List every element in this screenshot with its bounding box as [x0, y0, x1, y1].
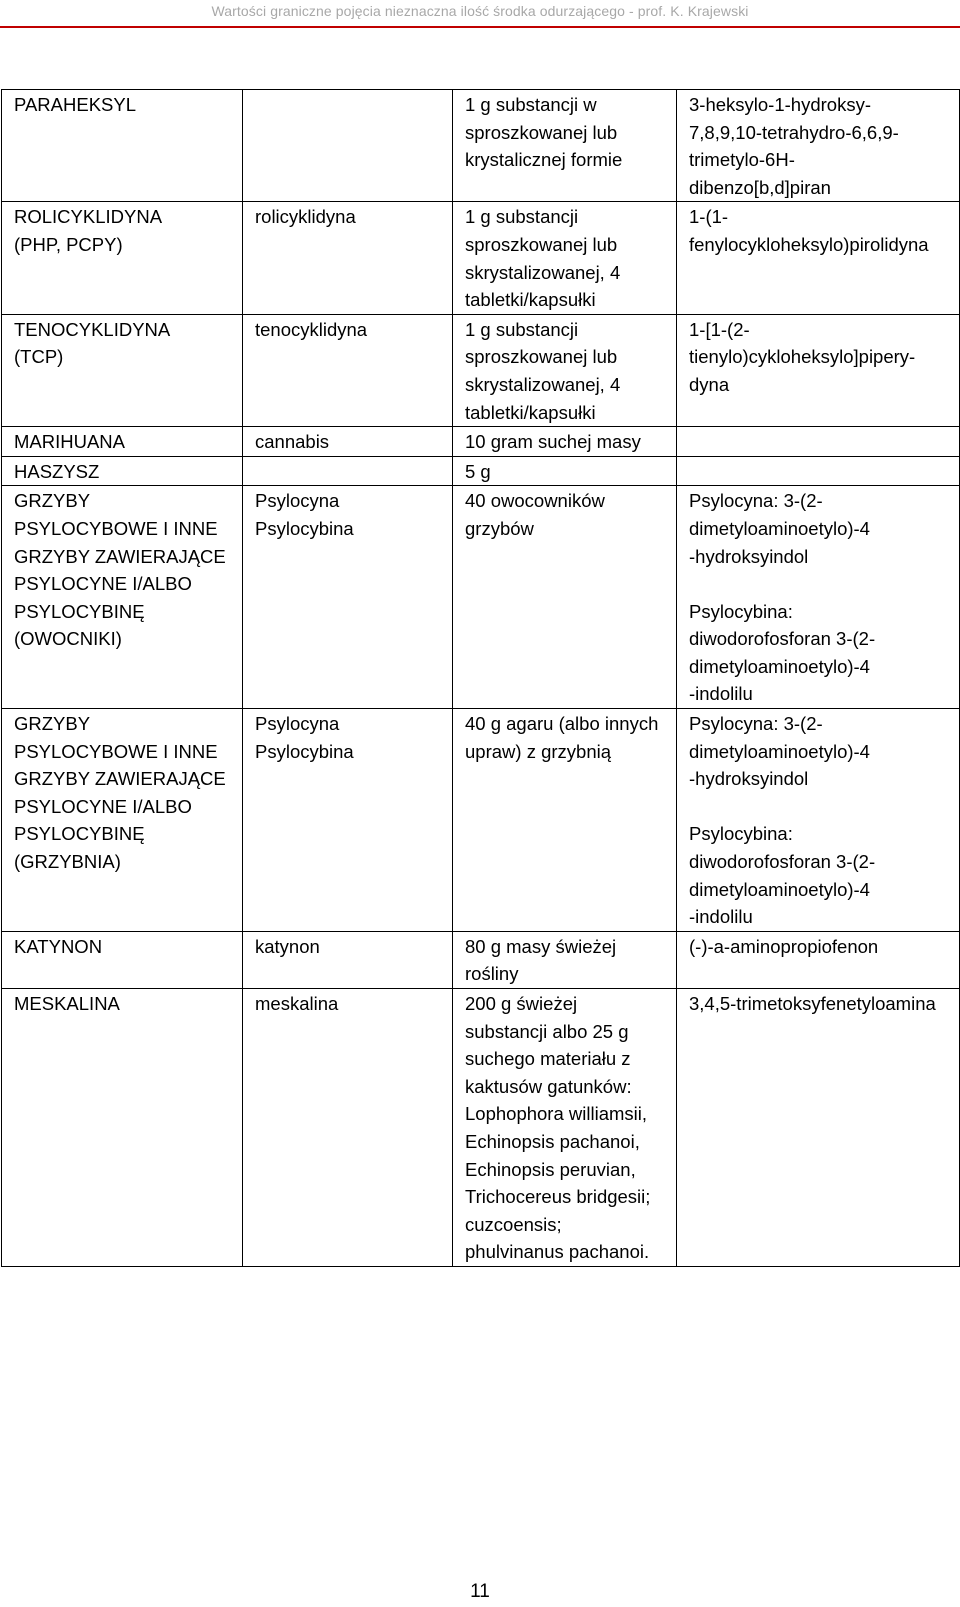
substance-name-cell: ROLICYKLIDYNA (PHP, PCPY) [2, 202, 243, 314]
common-name-cell: Psylocyna Psylocybina [243, 486, 453, 709]
amount-cell: 200 g świeżej substancji albo 25 g suchego materiału z kaktusów gatunków: Lophophora williamsii, Echinopsis pachanoi, Echinopsis peruvian, Trichocereus bridgesii; cuzcoensis; phulvinanus pachanoi. [453, 989, 677, 1267]
chemical-name-psilocin: Psylocyna: 3-(2- dimetyloaminoetylo)-4 -hydroksyindol [689, 713, 870, 790]
substance-name-cell: PARAHEKSYL [2, 90, 243, 202]
amount-cell: 5 g [453, 456, 677, 486]
common-name-cell: katynon [243, 931, 453, 988]
table-row [2, 989, 960, 1267]
table-row [2, 709, 960, 932]
common-name-cell: meskalina [243, 989, 453, 1267]
chemical-name-cell [677, 456, 960, 486]
chemical-name-cell: 3,4,5-trimetoksyfenetyloamina [677, 989, 960, 1267]
amount-cell: 1 g substancji sproszkowanej lub skrystalizowanej, 4 tabletki/kapsułki [453, 202, 677, 314]
table-row [2, 90, 960, 202]
common-name-cell: cannabis [243, 427, 453, 457]
substance-name-cell: TENOCYKLIDYNA (TCP) [2, 314, 243, 426]
table-row [2, 931, 960, 988]
common-name-cell: rolicyklidyna [243, 202, 453, 314]
amount-cell: 10 gram suchej masy [453, 427, 677, 457]
paragraph-gap [689, 793, 953, 821]
paragraph-gap [689, 570, 953, 598]
chemical-name-cell: 3-heksylo-1-hydroksy- 7,8,9,10-tetrahydro-6,6,9- trimetylo-6H- dibenzo[b,d]piran [677, 90, 960, 202]
substance-name-cell: MESKALINA [2, 989, 243, 1267]
substance-name-cell: GRZYBY PSYLOCYBOWE I INNE GRZYBY ZAWIERAJĄCE PSYLOCYNE I/ALBO PSYLOCYBINĘ (OWOCNIKI) [2, 486, 243, 709]
chemical-name-cell: 1-[1-(2- tienylo)cykloheksylo]pipery- dyna [677, 314, 960, 426]
amount-cell: 40 g agaru (albo innych upraw) z grzybnią [453, 709, 677, 932]
amount-cell: 1 g substancji sproszkowanej lub skrystalizowanej, 4 tabletki/kapsułki [453, 314, 677, 426]
chemical-name-cell [677, 427, 960, 457]
table-row [2, 427, 960, 457]
common-name-cell: Psylocyna Psylocybina [243, 709, 453, 932]
header-rule [0, 26, 960, 28]
common-name-cell [243, 456, 453, 486]
chemical-name-psilocybin: Psylocybina: diwodorofosforan 3-(2- dimetyloaminoetylo)-4 -indolilu [689, 823, 876, 928]
amount-cell: 80 g masy świeżej rośliny [453, 931, 677, 988]
common-name-cell: tenocyklidyna [243, 314, 453, 426]
substances-table [1, 89, 960, 1267]
substance-name-cell: HASZYSZ [2, 456, 243, 486]
substance-name-cell: KATYNON [2, 931, 243, 988]
table-row [2, 314, 960, 426]
table-row [2, 202, 960, 314]
substance-name-cell: GRZYBY PSYLOCYBOWE I INNE GRZYBY ZAWIERAJĄCE PSYLOCYNE I/ALBO PSYLOCYBINĘ (GRZYBNIA) [2, 709, 243, 932]
chemical-name-cell [677, 709, 960, 932]
table-row [2, 486, 960, 709]
amount-cell: 40 owocowników grzybów [453, 486, 677, 709]
amount-cell: 1 g substancji w sproszkowanej lub krystalicznej formie [453, 90, 677, 202]
substance-name-cell: MARIHUANA [2, 427, 243, 457]
header-text: Wartości graniczne pojęcia nieznaczna ilość środka odurzającego - prof. K. Krajewski [211, 3, 749, 19]
chemical-name-psilocin: Psylocyna: 3-(2- dimetyloaminoetylo)-4 -hydroksyindol [689, 490, 870, 567]
chemical-name-cell: 1-(1- fenylocykloheksylo)pirolidyna [677, 202, 960, 314]
common-name-cell [243, 90, 453, 202]
page-number: 11 [470, 1581, 490, 1602]
table-row [2, 456, 960, 486]
chemical-name-cell: (-)-a-aminopropiofenon [677, 931, 960, 988]
chemical-name-cell [677, 486, 960, 709]
chemical-name-psilocybin: Psylocybina: diwodorofosforan 3-(2- dimetyloaminoetylo)-4 -indolilu [689, 600, 876, 705]
page-header [0, 0, 960, 30]
